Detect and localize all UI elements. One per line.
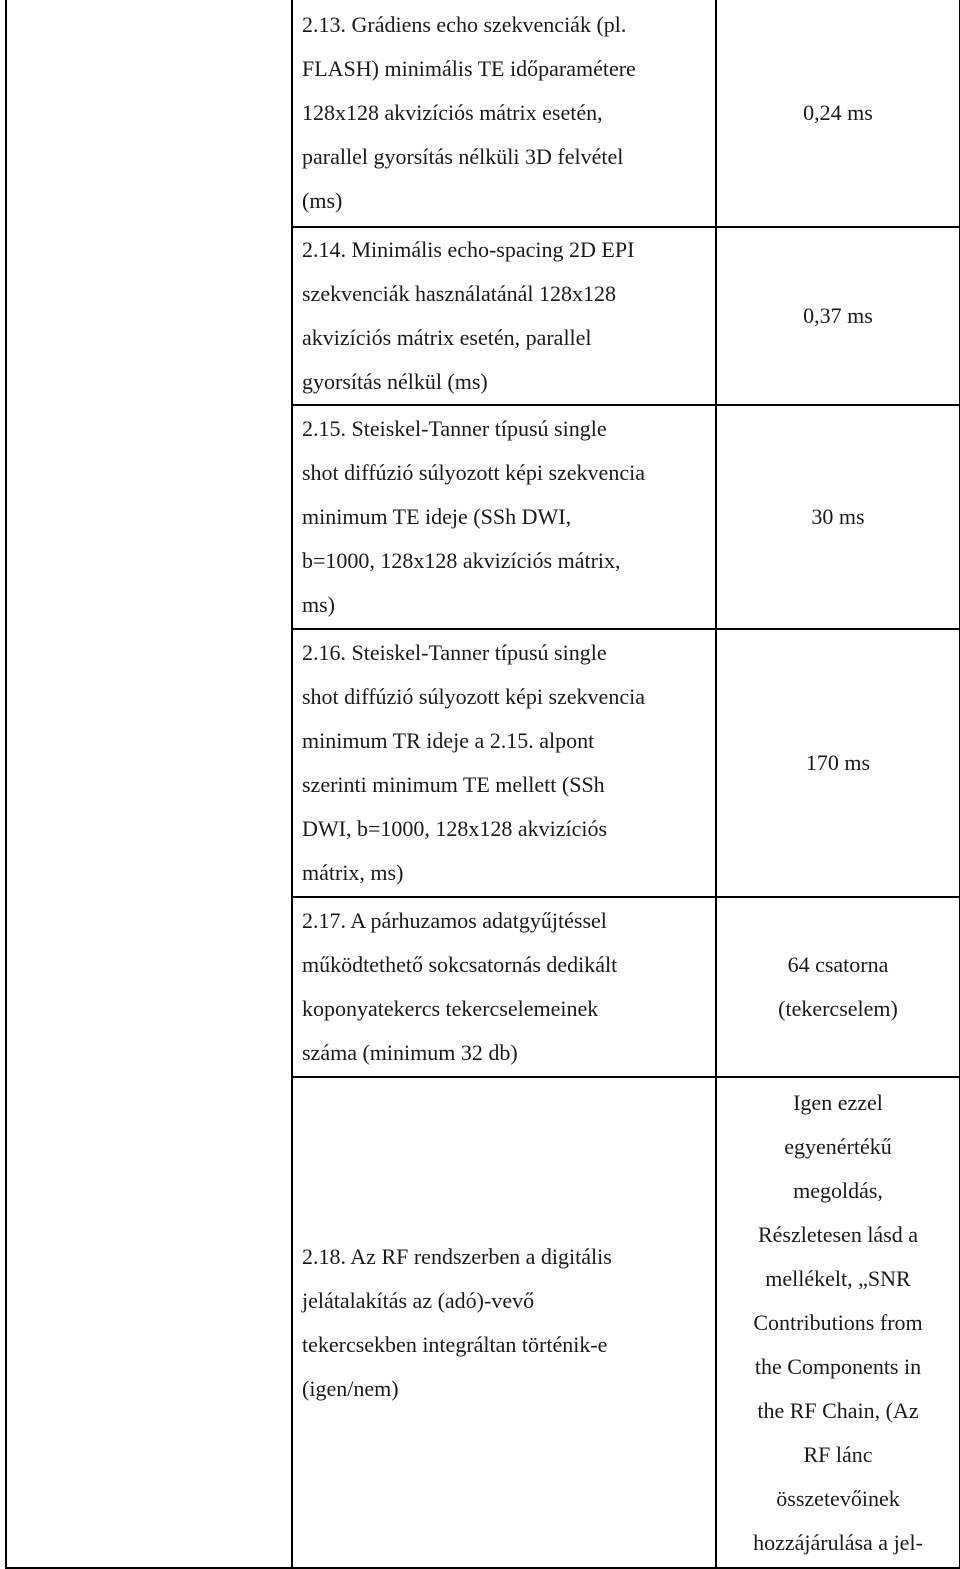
value-line: Contributions from — [753, 1309, 923, 1335]
value-line: 64 csatorna — [787, 952, 889, 977]
value-line: hozzájárulása a jel- — [753, 1529, 923, 1555]
requirement-line: 2.17. A párhuzamos adatgyűjtéssel — [302, 908, 607, 933]
requirement-line: shot diffúzió súlyozott képi szekvencia — [302, 460, 645, 485]
requirement-line: működtethető sokcsatornás dedikált — [302, 952, 618, 977]
value-line: egyenértékű — [784, 1133, 892, 1159]
requirement-cell — [292, 0, 716, 227]
value-line: RF lánc — [803, 1441, 873, 1467]
requirement-cell — [292, 405, 716, 629]
value-line: Részletesen lásd a — [757, 1221, 919, 1247]
requirement-line: 2.14. Minimális echo-spacing 2D EPI — [302, 237, 635, 262]
requirement-line: 2.13. Grádiens echo szekvenciák (pl. — [302, 12, 627, 37]
requirement-line: szerinti minimum TE mellett (SSh — [302, 772, 605, 797]
value-line: összetevőinek — [776, 1485, 900, 1511]
requirement-line: koponyatekercs tekercselemeinek — [302, 996, 599, 1021]
requirement-line: 128x128 akvizíciós mátrix esetén, — [302, 100, 603, 125]
requirement-line: akvizíciós mátrix esetén, parallel — [302, 325, 592, 350]
requirement-line: száma (minimum 32 db) — [302, 1040, 518, 1065]
requirement-cell — [292, 629, 716, 897]
requirement-line: shot diffúzió súlyozott képi szekvencia — [302, 684, 645, 709]
requirement-cell — [292, 897, 716, 1077]
value-line: the Components in — [754, 1353, 922, 1379]
value-cell — [716, 897, 960, 1077]
requirement-line: 2.18. Az RF rendszerben a digitális — [302, 1243, 612, 1269]
requirement-line: minimum TE ideje (SSh DWI, — [302, 504, 572, 529]
value-cell — [716, 0, 960, 227]
value-cell — [716, 405, 960, 629]
requirement-line: 2.16. Steiskel-Tanner típusú single — [302, 640, 607, 665]
value-line: 0,37 ms — [803, 303, 873, 328]
requirement-line: (ms) — [302, 188, 343, 213]
empty-left-column-cell — [6, 0, 292, 1568]
table-row — [6, 0, 960, 227]
requirement-line: minimum TR ideje a 2.15. alpont — [302, 728, 595, 753]
value-line: (tekercselem) — [778, 996, 898, 1021]
requirement-line: (igen/nem) — [302, 1375, 399, 1401]
value-line: 170 ms — [805, 750, 871, 775]
requirement-line: FLASH) minimális TE időparamétere — [302, 56, 636, 81]
requirement-line: tekercsekben integráltan történik-e — [302, 1331, 608, 1357]
requirement-line: ms) — [302, 592, 335, 617]
requirement-line: mátrix, ms) — [302, 860, 404, 885]
value-line: the RF Chain, (Az — [757, 1397, 919, 1423]
value-line: 0,24 ms — [803, 100, 873, 125]
specification-table — [5, 0, 960, 1569]
requirement-cell — [292, 227, 716, 405]
requirement-line: parallel gyorsítás nélküli 3D felvétel — [302, 144, 624, 169]
requirement-line: 2.15. Steiskel-Tanner típusú single — [302, 416, 607, 441]
requirement-line: b=1000, 128x128 akvizíciós mátrix, — [302, 548, 621, 573]
requirement-line: gyorsítás nélkül (ms) — [302, 369, 488, 394]
requirement-line: DWI, b=1000, 128x128 akvizíciós — [302, 816, 608, 841]
value-cell — [716, 1077, 960, 1568]
value-line: mellékelt, „SNR — [765, 1265, 911, 1291]
value-line: 30 ms — [811, 504, 865, 529]
requirement-cell — [292, 1077, 716, 1568]
requirement-line: szekvenciák használatánál 128x128 — [302, 281, 616, 306]
value-line: megoldás, — [793, 1177, 883, 1203]
value-cell — [716, 629, 960, 897]
specification-table-body — [6, 0, 960, 1568]
value-cell — [716, 227, 960, 405]
value-line: Igen ezzel — [793, 1089, 883, 1115]
requirement-line: jelátalakítás az (adó)-vevő — [302, 1287, 535, 1313]
